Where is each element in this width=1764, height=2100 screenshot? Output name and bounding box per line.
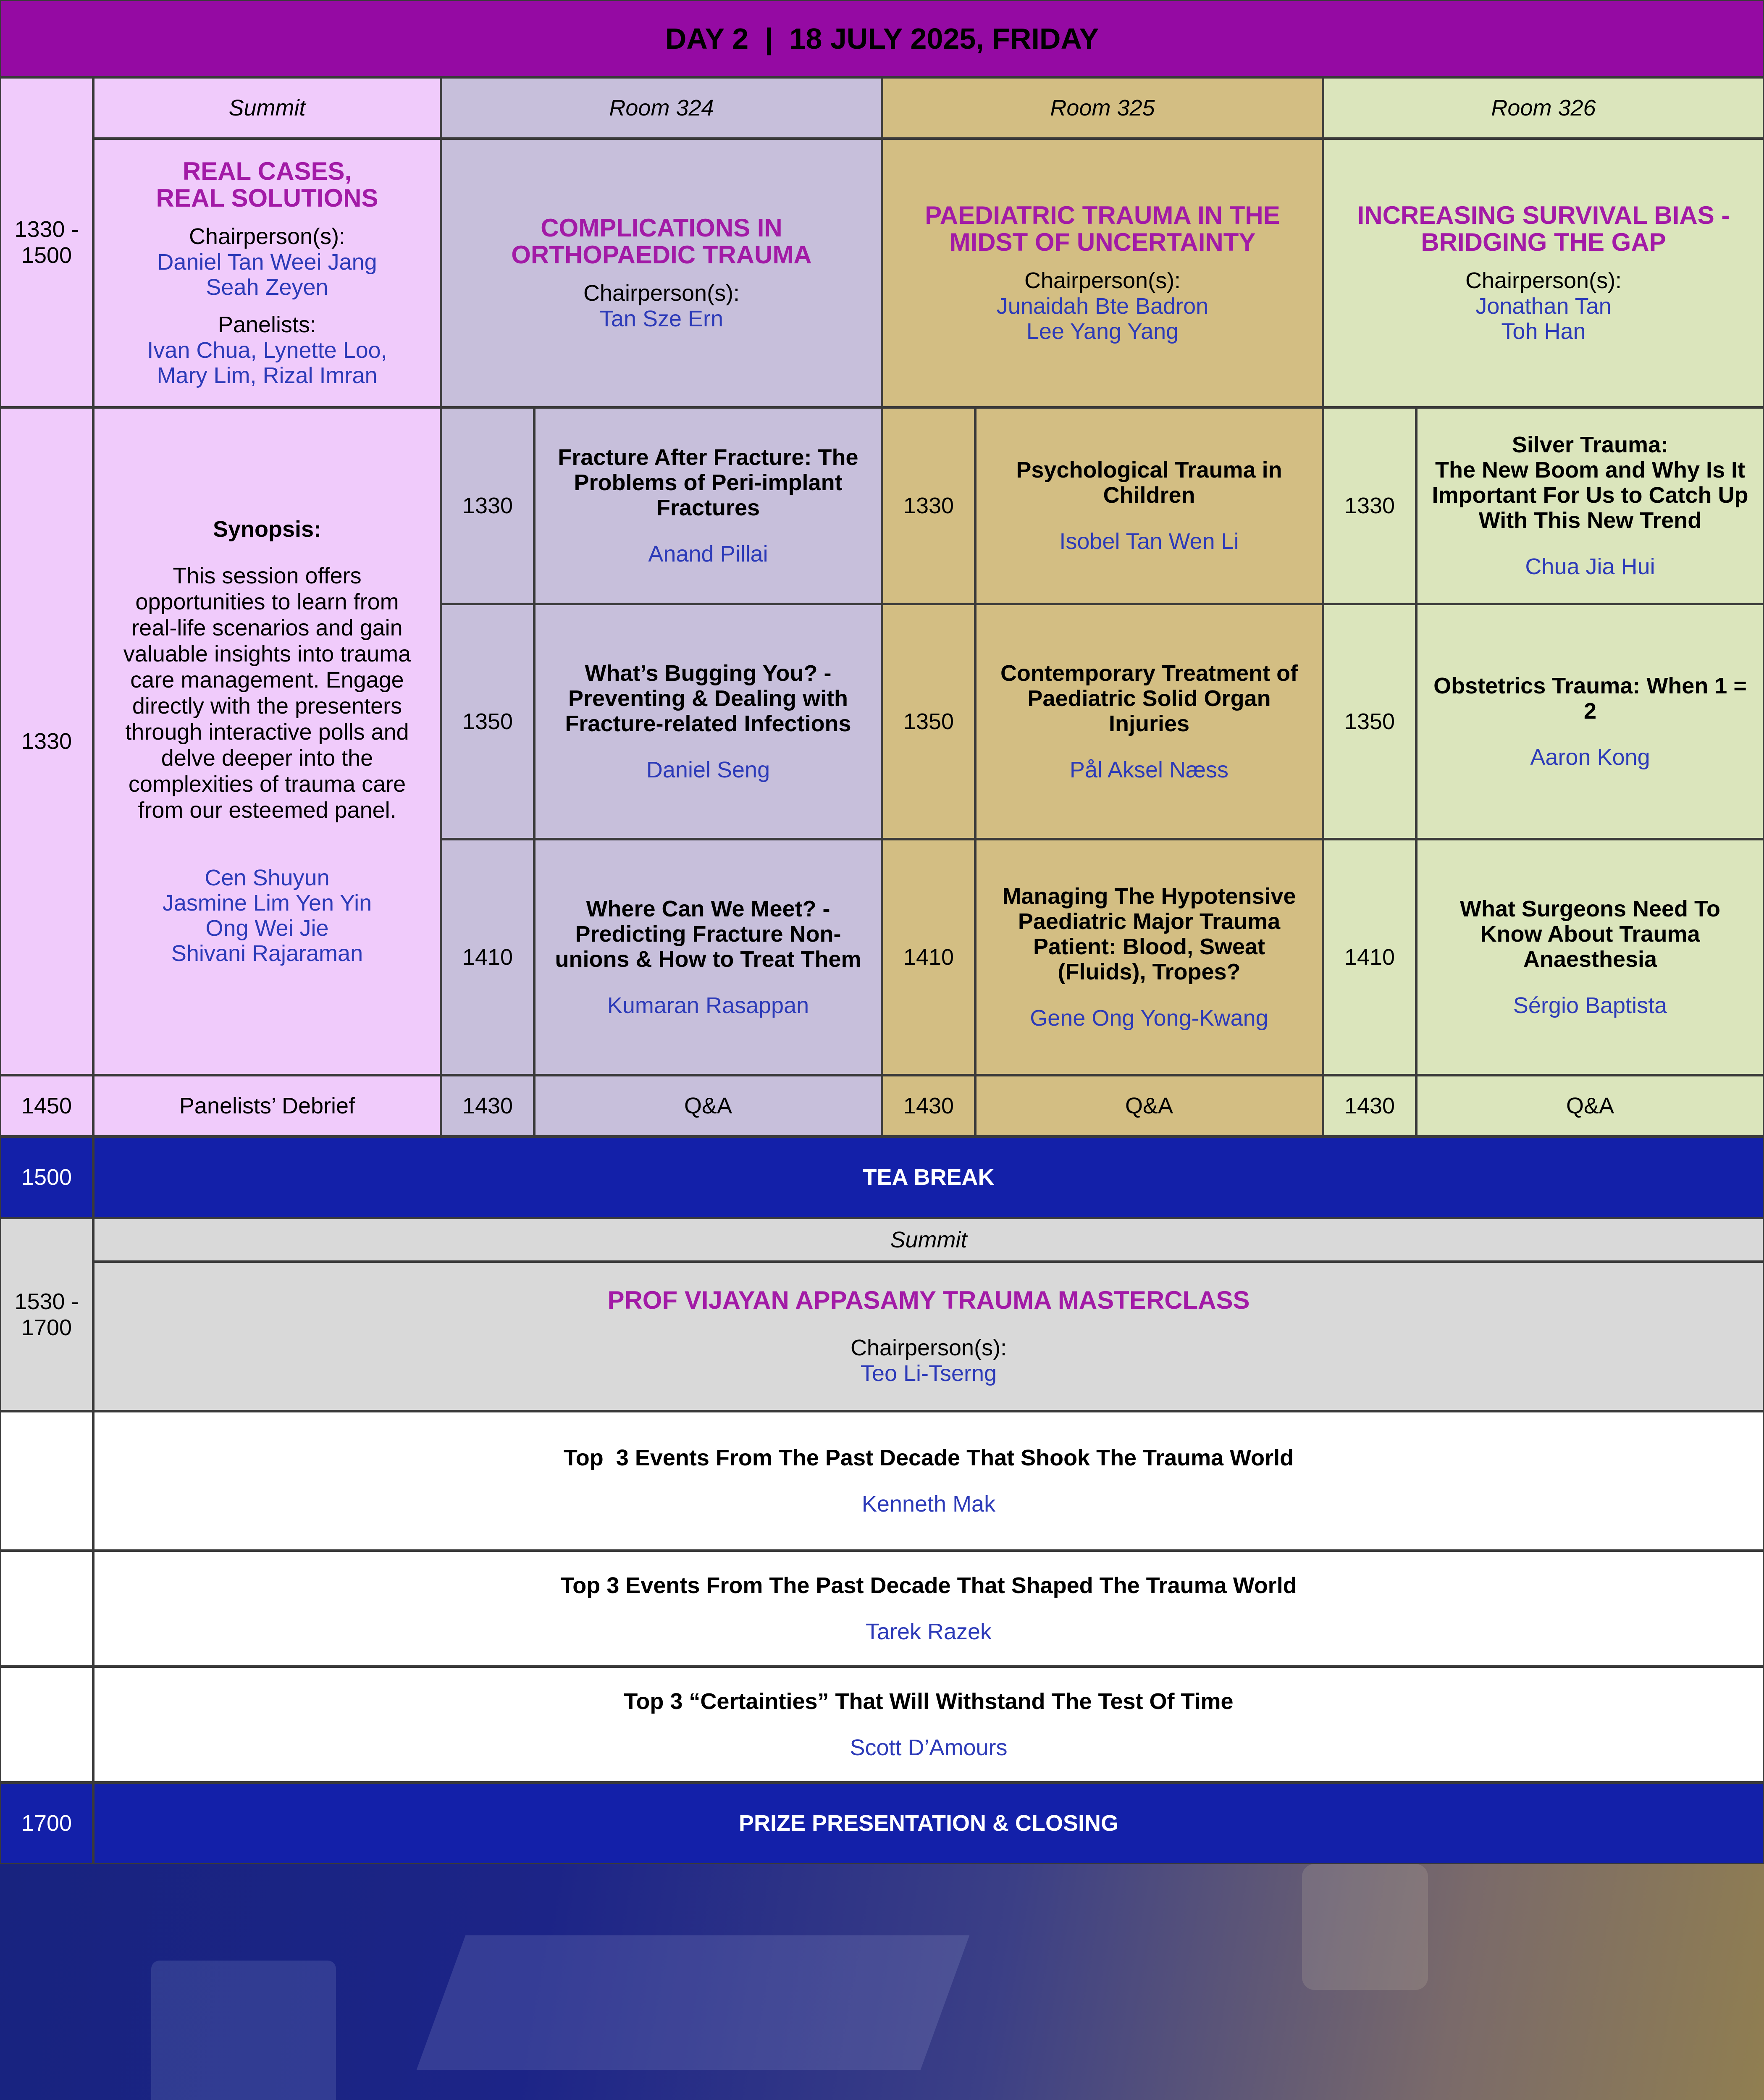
r325-qa [975,1075,1323,1137]
r325-talk3-title: Managing The Hypotensive Paediatric Major Trauma Patient: Blood, Sweat (Fluids), Tropes? [1002,884,1296,984]
session-325-chair-label: Chairperson(s): [1024,268,1181,293]
r324-qa-time-text: 1430 [462,1093,513,1118]
debrief-time [0,1075,93,1137]
panel-name-2: Jasmine Lim Yen Yin [162,890,372,916]
room-325-label: Room 325 [1050,95,1155,121]
r325-qa-time-text: 1430 [903,1093,954,1118]
r326-talk1-speaker: Chua Jia Hui [1525,554,1655,579]
mc-talk2-speaker: Tarek Razek [865,1619,992,1644]
masterclass-title: PROF VIJAYAN APPASAMY TRAUMA MASTERCLASS [607,1286,1250,1314]
session-summit-panelists-2: Mary Lim, Rizal Imran [157,363,378,388]
r326-talk1-time [1323,407,1416,604]
r325-talk1-time-text: 1330 [903,493,954,518]
r325-talk3-time-text: 1410 [903,945,954,970]
session-summit [93,139,441,407]
session-summit-panelists-label: Panelists: [218,312,317,337]
session-summit-title: REAL CASES, REAL SOLUTIONS [156,157,378,212]
r325-talk1-title: Psychological Trauma in Children [1016,457,1282,508]
r326-qa [1416,1075,1764,1137]
r326-talk2 [1416,604,1764,839]
closing-time [0,1782,93,1864]
r324-talk3-speaker: Kumaran Rasappan [607,993,809,1018]
mc-talk3 [93,1667,1764,1782]
r325-talk2-time-text: 1350 [903,709,954,734]
block1-time [0,77,93,407]
r326-qa-time-text: 1430 [1344,1093,1395,1118]
masterclass-chair-label: Chairperson(s): [850,1335,1007,1360]
panel-name-1: Cen Shuyun [205,865,330,890]
synopsis-label: Synopsis: [213,517,322,542]
room-326-label: Room 326 [1491,95,1596,121]
tea-time [0,1137,93,1218]
r324-talk3-title: Where Can We Meet? - Predicting Fracture Non-unions & How to Treat Them [555,896,861,972]
r326-talk1-title: Silver Trauma: The New Boom and Why Is It Important For Us to Catch Up With This New Trend [1432,432,1748,533]
r326-talk1-time-text: 1330 [1344,493,1395,518]
mc-talk1 [93,1411,1764,1551]
r325-talk1 [975,407,1323,604]
session-324-title: COMPLICATIONS IN ORTHOPAEDIC TRAUMA [511,214,812,269]
r326-talk2-title: Obstetrics Trauma: When 1 = 2 [1433,673,1747,724]
r324-talk1 [534,407,882,604]
r326-talk2-speaker: Aaron Kong [1530,745,1650,770]
r324-talk2-speaker: Daniel Seng [646,757,770,782]
tea-break [93,1137,1764,1218]
session-326-chair-1: Jonathan Tan [1475,294,1612,319]
mc-talk2 [93,1551,1764,1667]
debrief-time-text: 1450 [21,1093,72,1118]
r325-talk2-title: Contemporary Treatment of Paediatric Solid Organ Injuries [1000,661,1298,736]
closing-time-text: 1700 [21,1811,72,1836]
r326-talk3-title: What Surgeons Need To Know About Trauma Anaesthesia [1460,896,1721,972]
r326-talk3 [1416,839,1764,1075]
sessions-time-text: 1330 [21,729,72,754]
r325-talk1-time [882,407,975,604]
paper-shape [417,1935,969,2070]
debrief-label: Panelists’ Debrief [179,1093,355,1118]
r326-talk2-time-text: 1350 [1344,709,1395,734]
r324-talk1-speaker: Anand Pillai [648,541,768,567]
r326-talk3-time [1323,839,1416,1075]
r325-talk1-speaker: Isobel Tan Wen Li [1059,529,1239,554]
r326-talk3-time-text: 1410 [1344,945,1395,970]
block1-time-text: 1330 - 1500 [14,217,79,268]
r325-qa-label: Q&A [1125,1093,1173,1118]
r326-talk1 [1416,407,1764,604]
r326-qa-label: Q&A [1566,1093,1614,1118]
r324-talk2-time [441,604,534,839]
mc-talk1-title: Top 3 Events From The Past Decade That Shook The Trauma World [563,1445,1294,1470]
session-326-title: INCREASING SURVIVAL BIAS - BRIDGING THE GAP [1357,201,1730,256]
r326-talk3-speaker: Sérgio Baptista [1513,993,1667,1018]
r324-qa-label: Q&A [684,1093,732,1118]
session-326-chair-2: Toh Han [1501,319,1586,344]
bottle-shape [1302,1864,1428,1990]
r325-qa-time [882,1075,975,1137]
r326-talk2-time [1323,604,1416,839]
r324-talk1-time [441,407,534,604]
r324-talk2 [534,604,882,839]
day-header [0,0,1764,77]
room-324 [441,77,882,139]
session-324-chair-label: Chairperson(s): [583,281,740,306]
room-summit [93,77,441,139]
r325-talk3-time [882,839,975,1075]
session-summit-panelists-1: Ivan Chua, Lynette Loo, [147,338,387,363]
room-326 [1323,77,1764,139]
session-325-chair-1: Junaidah Bte Badron [996,294,1209,319]
room-summit-label: Summit [228,95,306,121]
closing-label: PRIZE PRESENTATION & CLOSING [738,1811,1119,1836]
mc-talk3-speaker: Scott D’Amours [850,1735,1008,1760]
sessions-time [0,407,93,1075]
r325-talk2-time [882,604,975,839]
session-324-chair-1: Tan Sze Ern [599,306,724,331]
masterclass-chair: Teo Li-Tserng [860,1361,997,1386]
masterclass-time-text: 1530 - 1700 [14,1289,79,1340]
r324-talk3 [534,839,882,1075]
synopsis-panel [93,407,441,1075]
r325-talk3-speaker: Gene Ong Yong-Kwang [1030,1005,1268,1031]
session-326 [1323,139,1764,407]
r325-talk2 [975,604,1323,839]
session-325 [882,139,1323,407]
session-summit-chair-1: Daniel Tan Weei Jang [157,249,377,275]
closing [93,1782,1764,1864]
masterclass-header [93,1262,1764,1411]
panel-name-3: Ong Wei Jie [205,916,329,941]
tea-break-label: TEA BREAK [863,1165,995,1190]
mc-talk1-time [0,1411,93,1551]
mc-talk3-title: Top 3 “Certainties” That Will Withstand The Test Of Time [624,1689,1234,1714]
panel-name-4: Shivani Rajaraman [171,941,363,966]
session-325-title: PAEDIATRIC TRAUMA IN THE MIDST OF UNCERTAINTY [925,201,1280,256]
tea-time-text: 1500 [21,1165,72,1190]
r326-qa-time [1323,1075,1416,1137]
cup-shape [151,1961,336,2100]
r324-qa-time [441,1075,534,1137]
r325-talk2-speaker: Pål Aksel Næss [1069,757,1229,782]
session-325-chair-2: Lee Yang Yang [1026,319,1179,344]
r324-talk3-time-text: 1410 [462,945,513,970]
mc-talk2-time [0,1551,93,1667]
r324-qa [534,1075,882,1137]
room-325 [882,77,1323,139]
masterclass-room-label: Summit [890,1227,967,1252]
mc-talk3-time [0,1667,93,1782]
session-summit-chair-label: Chairperson(s): [189,224,346,249]
r324-talk1-time-text: 1330 [462,493,513,518]
r324-talk1-title: Fracture After Fracture: The Problems of Peri-implant Fractures [558,445,858,520]
r324-talk2-time-text: 1350 [462,709,513,734]
day-title: DAY 2 | 18 JULY 2025, FRIDAY [665,22,1099,55]
mc-talk2-title: Top 3 Events From The Past Decade That Shaped The Trauma World [560,1573,1297,1598]
session-326-chair-label: Chairperson(s): [1465,268,1622,293]
mc-talk1-speaker: Kenneth Mak [861,1491,996,1517]
r324-talk3-time [441,839,534,1075]
r324-talk2-title: What’s Bugging You? - Preventing & Dealing with Fracture-related Infections [565,661,851,736]
background-photo [0,1864,1764,2100]
debrief [93,1075,441,1137]
masterclass-room [93,1218,1764,1262]
room-324-label: Room 324 [609,95,714,121]
session-324 [441,139,882,407]
session-summit-chair-2: Seah Zeyen [206,275,328,300]
masterclass-time [0,1218,93,1411]
r325-talk3 [975,839,1323,1075]
synopsis-text: This session offers opportunities to learn from real-life scenarios and gain valuable insights into trauma care management. Engage directly with the presenters through interactive polls and delve deeper into the complexities of trauma care from our esteemed panel. [123,563,411,823]
